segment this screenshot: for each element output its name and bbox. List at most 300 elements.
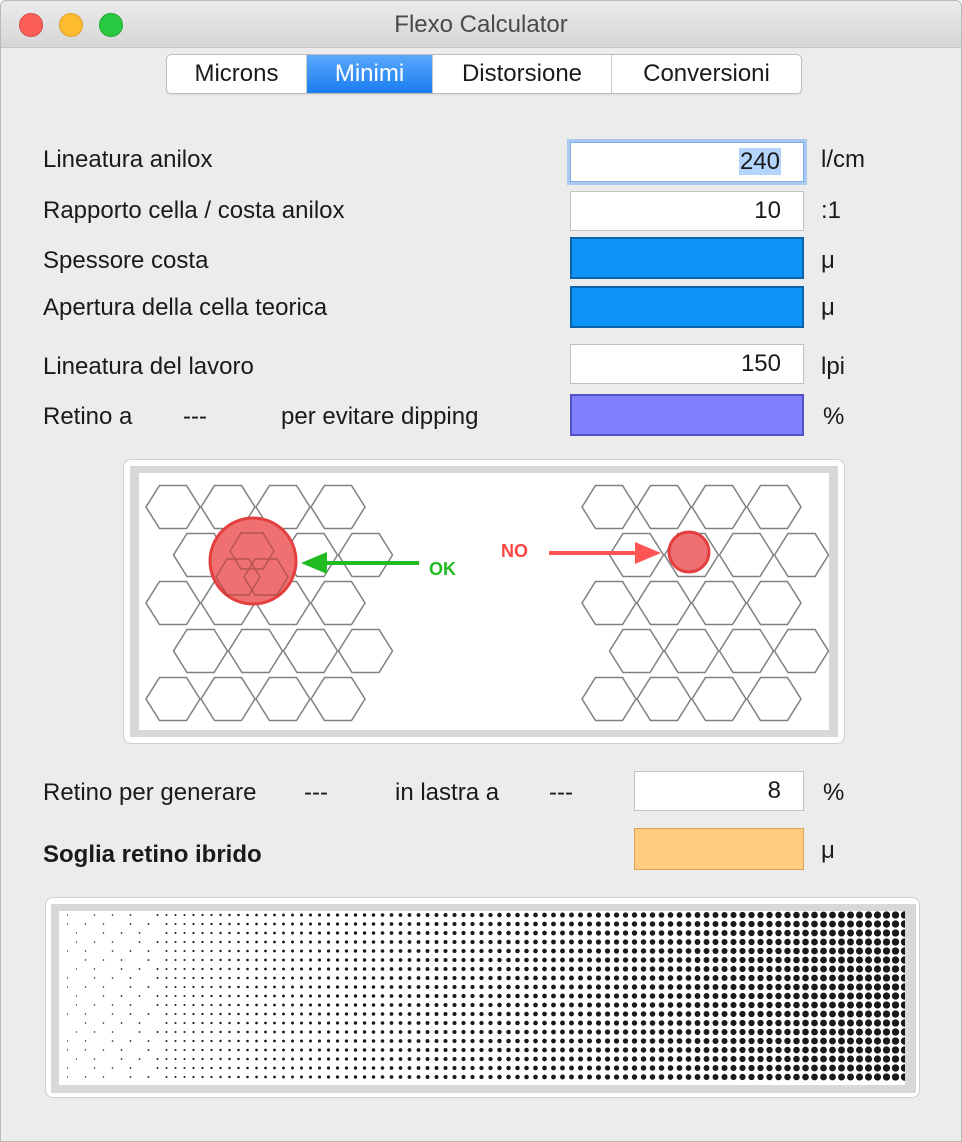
halftone-dot [282,1013,285,1016]
halftone-dot [721,1011,727,1017]
halftone-dot [488,985,492,989]
halftone-dot [417,1057,421,1061]
halftone-dot [327,1021,330,1024]
halftone-dot [237,950,240,953]
halftone-dot [372,967,376,971]
halftone-dot [605,966,610,971]
halftone-dot [166,1076,168,1078]
halftone-dot [587,966,592,971]
halftone-dot [775,1011,781,1017]
halftone-dot [632,984,637,989]
halftone-dot [856,956,863,963]
halftone-dot [569,1030,574,1035]
halftone-dot [820,939,827,946]
halftone-dot [318,913,321,916]
halftone-dot [721,966,727,972]
halftone-dot [309,1039,312,1042]
halftone-dot [748,966,754,972]
halftone-dot [775,930,781,936]
halftone-dot [139,1058,141,1060]
halftone-dot [712,1056,718,1062]
halftone-dot [677,993,683,999]
halftone-dot [775,1056,781,1062]
halftone-dot [820,1065,827,1072]
halftone-dot [560,994,565,999]
halftone-dot [614,993,619,998]
halftone-dot [650,1047,656,1053]
halftone-dot [829,921,836,928]
tab-distorsione[interactable]: Distorsione [433,55,612,93]
halftone-dot [524,1003,529,1008]
halftone-dot [641,1047,646,1052]
halftone-dot [704,921,710,927]
halftone-dot [255,977,258,980]
halftone-dot [399,1021,403,1025]
halftone-dot [614,921,619,926]
halftone-dot [183,950,185,952]
halftone-dot [264,923,267,926]
halftone-dot [883,1001,890,1008]
title-bar[interactable] [1,1,961,48]
halftone-dot [874,1064,881,1071]
halftone-dot [246,914,249,917]
halftone-dot [148,959,150,961]
halftone-dot [426,958,430,962]
anilox-cell [720,534,774,577]
halftone-dot [506,922,511,927]
halftone-dot [730,912,736,918]
halftone-dot [704,930,710,936]
halftone-dot [605,993,610,998]
halftone-dot [255,914,258,917]
halftone-dot [686,993,692,999]
rapporto-cella-input[interactable]: 10 [570,191,804,231]
halftone-dot [255,995,258,998]
halftone-dot [712,939,718,945]
lineatura-anilox-input[interactable] [570,142,804,182]
halftone-dot [524,949,529,954]
halftone-dot [327,1012,330,1015]
halftone-dot [730,1065,736,1071]
halftone-dot [668,912,674,918]
halftone-dot [614,966,619,971]
halftone-dot [793,948,800,955]
halftone-dot [479,949,483,953]
halftone-dot [318,994,321,997]
halftone-dot [103,986,105,988]
halftone-dot [443,1066,447,1070]
halftone-dot [874,1046,881,1053]
halftone-dot [417,1066,421,1070]
halftone-dot [372,940,376,944]
halftone-dot [686,1047,692,1053]
halftone-dot [174,995,176,997]
halftone-dot [542,958,547,963]
halftone-dot [461,1048,465,1052]
halftone-dot [569,994,574,999]
halftone-dot [695,966,701,972]
halftone-dot [883,1073,890,1080]
halftone-dot [865,1010,872,1017]
halftone-dot [874,1073,881,1080]
halftone-dot [67,914,68,915]
halftone-dot [596,1047,601,1052]
halftone-dot [273,932,276,935]
halftone-dot [273,1067,276,1070]
halftone-dot [426,1003,430,1007]
halftone-dot [533,1030,538,1035]
halftone-dot [264,977,267,980]
halftone-dot [811,930,818,937]
halftone-dot [668,966,674,972]
anilox-cell [637,486,691,529]
halftone-dot [363,1021,366,1024]
halftone-dot [748,1056,754,1062]
halftone-dot [488,931,492,935]
halftone-dot [435,1066,439,1070]
halftone-dot [865,965,872,972]
halftone-dot [130,1076,132,1078]
halftone-dot [668,993,674,999]
halftone-dot [291,1049,294,1052]
halftone-dot [551,1048,556,1053]
halftone-dot [730,984,736,990]
halftone-dot [775,957,781,963]
lineatura-lavoro-input[interactable]: 150 [570,344,804,384]
halftone-dot [587,1056,592,1061]
halftone-dot [67,1049,68,1050]
halftone-dot [524,1039,529,1044]
halftone-dot [551,949,556,954]
halftone-dot [435,931,439,935]
halftone-dot [677,1002,683,1008]
halftone-dot [856,911,863,918]
halftone-dot [533,1057,538,1062]
halftone-dot [282,914,285,917]
halftone-dot [892,929,899,936]
halftone-dot [174,914,176,916]
halftone-dot [354,1066,357,1069]
halftone-dot [721,984,727,990]
halftone-dot [318,949,321,952]
halftone-dot [318,967,321,970]
halftone-dot [712,948,718,954]
halftone-dot [739,930,745,936]
halftone-dot [677,1074,683,1080]
halftone-dot [417,922,421,926]
anilox-cell [339,630,393,673]
halftone-dot [533,1021,538,1026]
halftone-dot [569,967,574,972]
halftone-dot [166,995,168,997]
halftone-dot [506,949,511,954]
anilox-cell [311,486,365,529]
halftone-dot [793,966,800,973]
halftone-dot [748,1047,754,1053]
halftone-dot [372,1021,376,1025]
tab-minimi[interactable]: Minimi [307,55,433,93]
halftone-dot [497,985,501,989]
halftone-dot [219,932,221,934]
halftone-dot [336,940,339,943]
halftone-dot [273,1031,276,1034]
halftone-dot [363,1048,366,1051]
halftone-dot [103,959,105,961]
halftone-dot [408,1003,412,1007]
halftone-dot [219,968,221,970]
halftone-dot [623,975,628,980]
halftone-dot [309,1066,312,1069]
halftone-dot [838,1038,845,1045]
halftone-dot [829,957,836,964]
halftone-dot [695,930,701,936]
halftone-dot [470,913,474,917]
halftone-dot [739,921,745,927]
halftone-dot [201,932,203,934]
halftone-dot [838,1020,845,1027]
halftone-dot [300,977,303,980]
halftone-dot [210,1031,212,1033]
halftone-dot [829,1065,836,1072]
halftone-dot [318,1066,321,1069]
halftone-dot [479,985,483,989]
halftone-dot [793,939,800,946]
halftone-dot [85,1049,86,1050]
halftone-dot [417,1030,421,1034]
halftone-dot [533,922,538,927]
halftone-dot [551,967,556,972]
halftone-dot [659,984,665,990]
halftone-dot [291,923,294,926]
halftone-dot [838,1011,845,1018]
halftone-dot [820,1011,827,1018]
halftone-dot [901,947,905,954]
halftone-dot [784,1038,791,1045]
halftone-dot [838,1065,845,1072]
halftone-dot [210,1013,212,1015]
halftone-dot [524,994,529,999]
halftone-dot [228,923,230,925]
halftone-dot [668,948,674,954]
tab-conversioni[interactable]: Conversioni [643,60,770,87]
retino-dipping-value: --- [183,403,207,430]
halftone-dot [426,1057,430,1061]
halftone-dot [865,1037,872,1044]
halftone-dot [174,1076,176,1078]
halftone-dot [686,1020,692,1026]
halftone-dot [775,1002,781,1008]
halftone-dot [668,1002,674,1008]
halftone-dot [784,975,791,982]
halftone-dot [569,1039,574,1044]
halftone-dot [901,1064,905,1071]
halftone-dot [712,921,718,927]
halftone-dot [183,1040,185,1042]
halftone-dot [497,1057,501,1061]
anilox-cell [256,678,310,721]
halftone-dot [408,913,412,917]
halftone-dot [417,1048,421,1052]
halftone-dot [677,1029,683,1035]
halftone-dot [130,1013,132,1015]
halftone-dot [479,1048,483,1052]
halftone-dot [542,1057,547,1062]
halftone-dot [237,986,240,989]
halftone-dot [488,1039,492,1043]
halftone-dot [820,948,827,955]
halftone-dot [704,1029,710,1035]
halftone-dot [677,930,683,936]
halftone-dot [219,1040,221,1042]
halftone-dot [874,1019,881,1026]
halftone-dot [524,958,529,963]
halftone-dot [829,948,836,955]
halftone-dot [381,994,385,998]
halftone-dot [435,958,439,962]
halftone-dot [650,1074,656,1080]
halftone-dot [892,938,899,945]
halftone-dot [183,914,185,916]
halftone-dot [623,984,628,989]
halftone-dot [578,930,583,935]
halftone-dot [874,911,881,918]
halftone-dot [318,1021,321,1024]
halftone-dot [533,931,538,936]
halftone-dot [712,1020,718,1026]
halftone-dot [282,1076,285,1079]
halftone-dot [739,957,745,963]
halftone-dot [811,1047,818,1054]
halftone-dot [623,939,628,944]
halftone-dot [228,914,230,916]
halftone-dot [381,985,385,989]
halftone-dot [130,1004,132,1006]
retino-generare-input[interactable]: 8 [634,771,804,811]
halftone-dot [901,992,905,999]
halftone-dot [327,1057,330,1060]
halftone-dot [668,930,674,936]
halftone-dot [775,1047,781,1053]
halftone-dot [784,930,791,937]
halftone-dot [139,932,141,934]
halftone-dot [390,1012,394,1016]
halftone-dot [784,1020,791,1027]
halftone-dot [632,1056,637,1061]
halftone-dot [892,1019,899,1026]
halftone-dot [443,1057,447,1061]
halftone-dot [901,1037,905,1044]
halftone-dot [757,1074,763,1080]
halftone-dot [488,1048,492,1052]
halftone-dot [345,958,348,961]
halftone-dot [596,1011,601,1016]
halftone-dot [67,1040,68,1041]
halftone-dot [829,975,836,982]
halftone-dot [641,1020,646,1025]
halftone-dot [838,1056,845,1063]
halftone-dot [363,985,366,988]
halftone-dot [712,1002,718,1008]
halftone-dot [273,923,276,926]
halftone-dot [201,1076,203,1078]
halftone-dot [712,984,718,990]
halftone-dot [587,930,592,935]
halftone-dot [399,1039,403,1043]
halftone-dot [883,911,890,918]
halftone-dot [766,966,772,972]
halftone-dot [739,975,745,981]
halftone-dot [748,975,754,981]
anilox-cell [775,630,829,673]
halftone-dot [892,965,899,972]
halftone-dot [372,913,376,917]
halftone-dot [614,930,619,935]
halftone-dot [542,1003,547,1008]
halftone-dot [318,1030,321,1033]
halftone-dot [748,921,754,927]
halftone-dot [668,1065,674,1071]
halftone-dot [219,1013,221,1015]
halftone-dot [426,922,430,926]
halftone-dot [802,1002,809,1009]
halftone-dot [497,967,501,971]
halftone-dot [739,939,745,945]
halftone-dot [596,1020,601,1025]
tab-bar [166,54,802,94]
halftone-dot [399,1012,403,1016]
halftone-dot [219,1022,221,1024]
halftone-dot [515,994,520,999]
halftone-dot [677,921,683,927]
halftone-dot [166,941,168,943]
halftone-dot [515,940,520,945]
halftone-dot [874,974,881,981]
halftone-dot [255,1076,258,1079]
tab-microns[interactable]: Microns [167,55,307,93]
halftone-dot [372,1030,376,1034]
halftone-dot [811,1029,818,1036]
halftone-dot [291,995,294,998]
halftone-dot [408,994,412,998]
halftone-dot [883,992,890,999]
halftone-dot [614,912,619,917]
halftone-dot [246,968,249,971]
halftone-dot [551,1039,556,1044]
halftone-dot [856,938,863,945]
halftone-dot [381,958,385,962]
halftone-dot [820,966,827,973]
halftone-dot [659,1038,665,1044]
halftone-dot [282,950,285,953]
halftone-dot [408,1057,412,1061]
halftone-dot [515,922,520,927]
halftone-dot [372,1057,376,1061]
halftone-dot [524,1048,529,1053]
halftone-dot [76,1031,77,1032]
halftone-dot [632,930,637,935]
halftone-dot [327,922,330,925]
halftone-dot [318,976,321,979]
halftone-dot [829,1074,836,1081]
halftone-dot [802,975,809,982]
halftone-dot [390,1039,394,1043]
halftone-dot [363,1057,366,1060]
halftone-dot [757,1038,763,1044]
halftone-dot [704,1038,710,1044]
halftone-dot [219,1067,221,1069]
halftone-dot [587,1038,592,1043]
halftone-dot [309,1012,312,1015]
